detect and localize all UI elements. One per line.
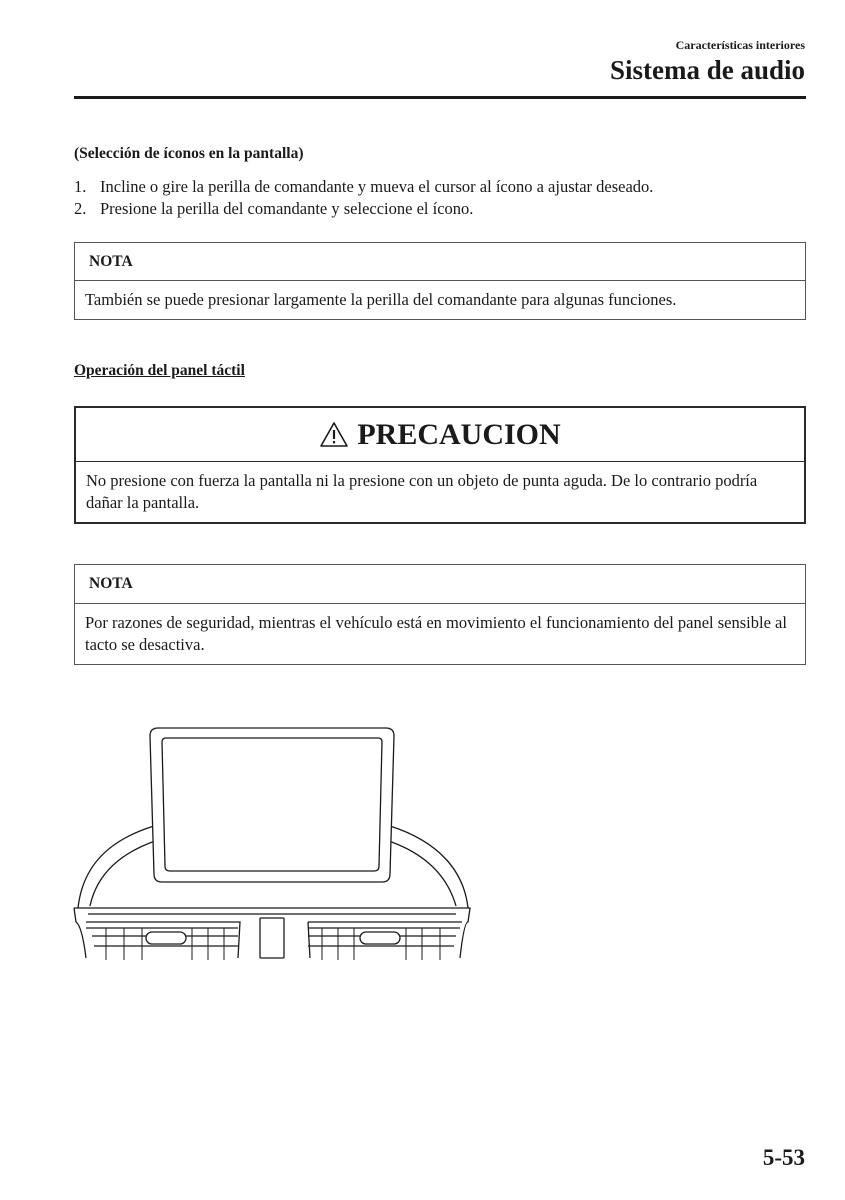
note-label: NOTA bbox=[75, 565, 805, 604]
caution-header bbox=[76, 408, 804, 462]
touch-panel-heading: Operación del panel táctil bbox=[74, 362, 245, 379]
section-name: Características interiores bbox=[675, 38, 805, 52]
note-label: NOTA bbox=[75, 243, 805, 281]
step-text: Presione la perilla del comandante y seleccione el ícono. bbox=[100, 199, 474, 218]
step-number: 2. bbox=[74, 199, 87, 218]
page-title: Sistema de audio bbox=[609, 55, 805, 85]
caution-box bbox=[74, 406, 806, 524]
caution-text: No presione con fuerza la pantalla ni la presione con un objeto de punta aguda. De lo contrario podría dañar la pantalla. bbox=[86, 471, 758, 512]
icon-selection-heading: (Selección de íconos en la pantalla) bbox=[74, 145, 304, 162]
header-rule bbox=[74, 96, 806, 99]
step-text: Incline o gire la perilla de comandante y mueva el cursor al ícono a ajustar deseado. bbox=[100, 177, 654, 196]
step-number: 1. bbox=[74, 177, 87, 196]
note-box bbox=[74, 242, 806, 320]
note-text: También se puede presionar largamente la perilla del comandante para algunas funciones. bbox=[85, 290, 677, 309]
page-number: 5-53 bbox=[762, 1145, 805, 1170]
caution-label: PRECAUCION bbox=[357, 417, 561, 451]
icon-selection-steps bbox=[74, 176, 653, 220]
step-item bbox=[74, 198, 653, 220]
warning-triangle-icon bbox=[319, 421, 349, 448]
note-text: Por razones de seguridad, mientras el vehículo está en movimiento el funcionamiento del panel sensible al tacto se desactiva. bbox=[85, 613, 787, 654]
step-item bbox=[74, 176, 653, 198]
center-display-illustration bbox=[72, 722, 476, 960]
note-box bbox=[74, 564, 806, 665]
